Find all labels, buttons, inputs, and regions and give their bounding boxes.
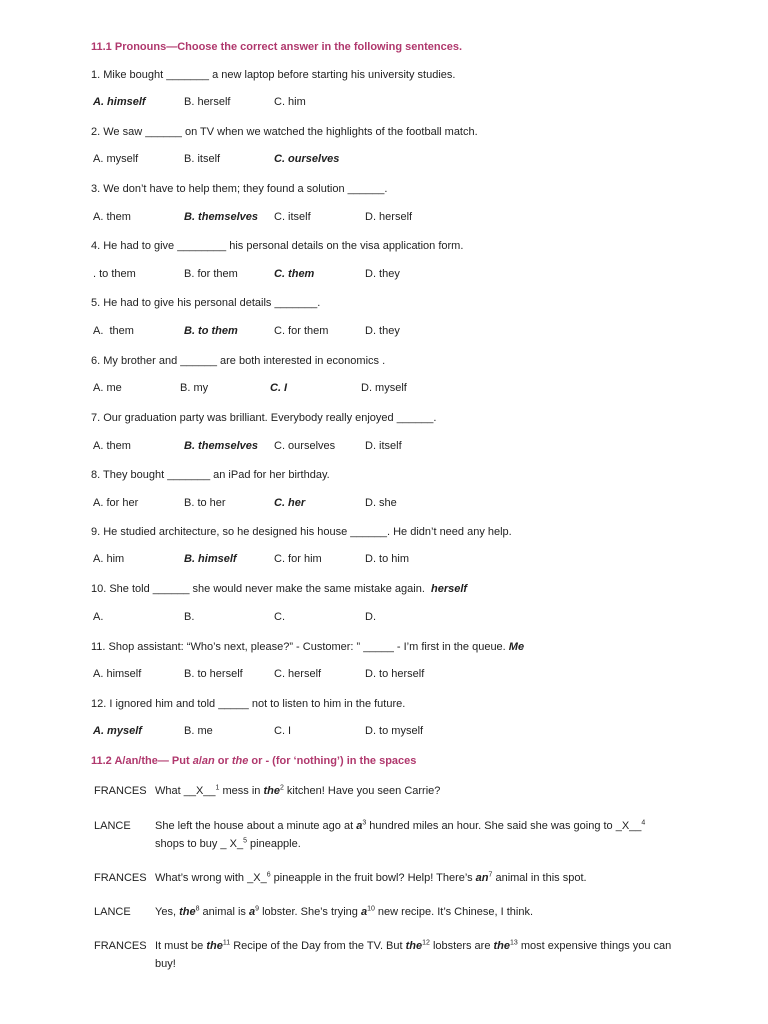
- dialogue-3-speaker: FRANCES: [94, 872, 147, 884]
- q3-option-a: A. them: [93, 211, 131, 223]
- question-3: 3. We don’t have to help them; they found a solution ______.: [91, 183, 388, 195]
- q7-option-d: D. itself: [365, 440, 402, 452]
- q4-option-d: D. they: [365, 268, 400, 280]
- q10-option-c: C.: [274, 611, 285, 623]
- q12-option-b: B. me: [184, 725, 213, 737]
- q8-option-b: B. to her: [184, 497, 226, 509]
- dialogue-3-line: What’s wrong with _X_$^6$ pineapple in the fruit bowl? Help! There’s $an^7$ animal in this spot.: [155, 871, 587, 884]
- section-11-2-heading: 11.2 A/an/the— Put a/an or the or - (for ‘nothing’) in the spaces: [91, 755, 417, 767]
- question-10-text: 10. She told ______ she would never make the same mistake again.: [91, 583, 425, 595]
- dialogue-5-speaker: FRANCES: [94, 940, 147, 952]
- dialogue-4-speaker: LANCE: [94, 906, 131, 918]
- q10-option-b: B.: [184, 611, 195, 623]
- q9-option-b: B. himself: [184, 553, 237, 565]
- question-1: 1. Mike bought _______ a new laptop before starting his university studies.: [91, 69, 456, 81]
- q6-option-b: B. my: [180, 382, 209, 394]
- q8-option-c: C. her: [274, 497, 306, 509]
- q4-option-b: B. for them: [184, 268, 238, 280]
- question-9: 9. He studied architecture, so he designed his house ______. He didn’t need any help.: [91, 526, 512, 538]
- q11-option-a: A. himself: [93, 668, 142, 680]
- q8-option-a: A. for her: [93, 497, 139, 509]
- dialogue-4-line: Yes, the$^8$ animal is $a^9$ lobster. She’s trying $a^{10}$ new recipe. It’s Chinese, I think.: [155, 905, 534, 918]
- q9-option-c: C. for him: [274, 553, 322, 565]
- q9-option-a: A. him: [93, 553, 125, 565]
- question-2: 2. We saw ______ on TV when we watched the highlights of the football match.: [91, 126, 478, 138]
- q11-option-b: B. to herself: [184, 668, 243, 680]
- question-12: 12. I ignored him and told _____ not to listen to him in the future.: [91, 698, 406, 710]
- q10-option-d: D.: [365, 611, 376, 623]
- q5-option-b: B. to them: [184, 325, 238, 337]
- q7-option-a: A. them: [93, 440, 131, 452]
- q12-option-d: D. to myself: [365, 725, 424, 737]
- q7-option-b: B. themselves: [184, 440, 258, 452]
- q5-option-d: D. they: [365, 325, 400, 337]
- q12-option-c: C. I: [274, 725, 292, 737]
- question-8: 8. They bought _______ an iPad for her birthday.: [91, 469, 330, 481]
- question-10: [91, 583, 467, 595]
- q7-option-c: C. ourselves: [274, 440, 336, 452]
- dialogue-2-speaker: LANCE: [94, 820, 131, 832]
- q2-option-b: B. itself: [184, 153, 221, 165]
- question-11-text: 11. Shop assistant: “Who’s next, please?” - Customer: ” _____ - I’m first in the queue.: [91, 641, 506, 653]
- q3-option-c: C. itself: [274, 211, 311, 223]
- q4-option-c: C. them: [274, 268, 315, 280]
- question-6: 6. My brother and ______ are both interested in economics .: [91, 355, 386, 367]
- q5-option-a: A. them: [93, 325, 134, 337]
- q2-option-c: C. ourselves: [274, 153, 340, 165]
- q9-option-d: D. to him: [365, 553, 410, 565]
- dialogue-1-speaker: FRANCES: [94, 785, 147, 797]
- q11-option-d: D. to herself: [365, 668, 425, 680]
- q1-option-b: B. herself: [184, 96, 231, 108]
- question-10-answer: herself: [431, 583, 468, 595]
- dialogue-1-line: What __X__$^1$ mess in the$^2$ kitchen! Have you seen Carrie?: [155, 784, 441, 797]
- dialogue-5-line: It must be the$^{11}$ Recipe of the Day from the TV. But the$^{12}$ lobsters are the$^{13}$ most expensive things you can buy!: [155, 939, 672, 970]
- q8-option-d: D. she: [365, 497, 397, 509]
- q5-option-c: C. for them: [274, 325, 329, 337]
- q2-option-a: A. myself: [93, 153, 139, 165]
- q4-option-a: . to them: [93, 268, 136, 280]
- q6-option-d: D. myself: [361, 382, 407, 394]
- question-5: 5. He had to give his personal details _______.: [91, 297, 321, 309]
- question-11: [91, 641, 524, 653]
- q1-option-a: A. himself: [93, 96, 146, 108]
- dialogue-2-line: She left the house about a minute ago at $a^3$ hundred miles an hour. She said she was going to _X__$^4$ shops to buy _ X_$^5$ pineapple.: [155, 819, 646, 850]
- q12-option-a: A. myself: [93, 725, 142, 737]
- q6-option-c: C. I: [270, 382, 288, 394]
- q3-option-b: B. themselves: [184, 211, 258, 223]
- q1-option-c: C. him: [274, 96, 306, 108]
- q10-option-a: A.: [93, 611, 104, 623]
- question-7: 7. Our graduation party was brilliant. Everybody really enjoyed ______.: [91, 412, 437, 424]
- question-4: 4. He had to give ________ his personal details on the visa application form.: [91, 240, 464, 252]
- question-11-answer: Me: [508, 641, 525, 653]
- section-11-1-heading: 11.1 Pronouns—Choose the correct answer in the following sentences.: [91, 41, 463, 53]
- q11-option-c: C. herself: [274, 668, 322, 680]
- q6-option-a: A. me: [93, 382, 122, 394]
- q3-option-d: D. herself: [365, 211, 413, 223]
